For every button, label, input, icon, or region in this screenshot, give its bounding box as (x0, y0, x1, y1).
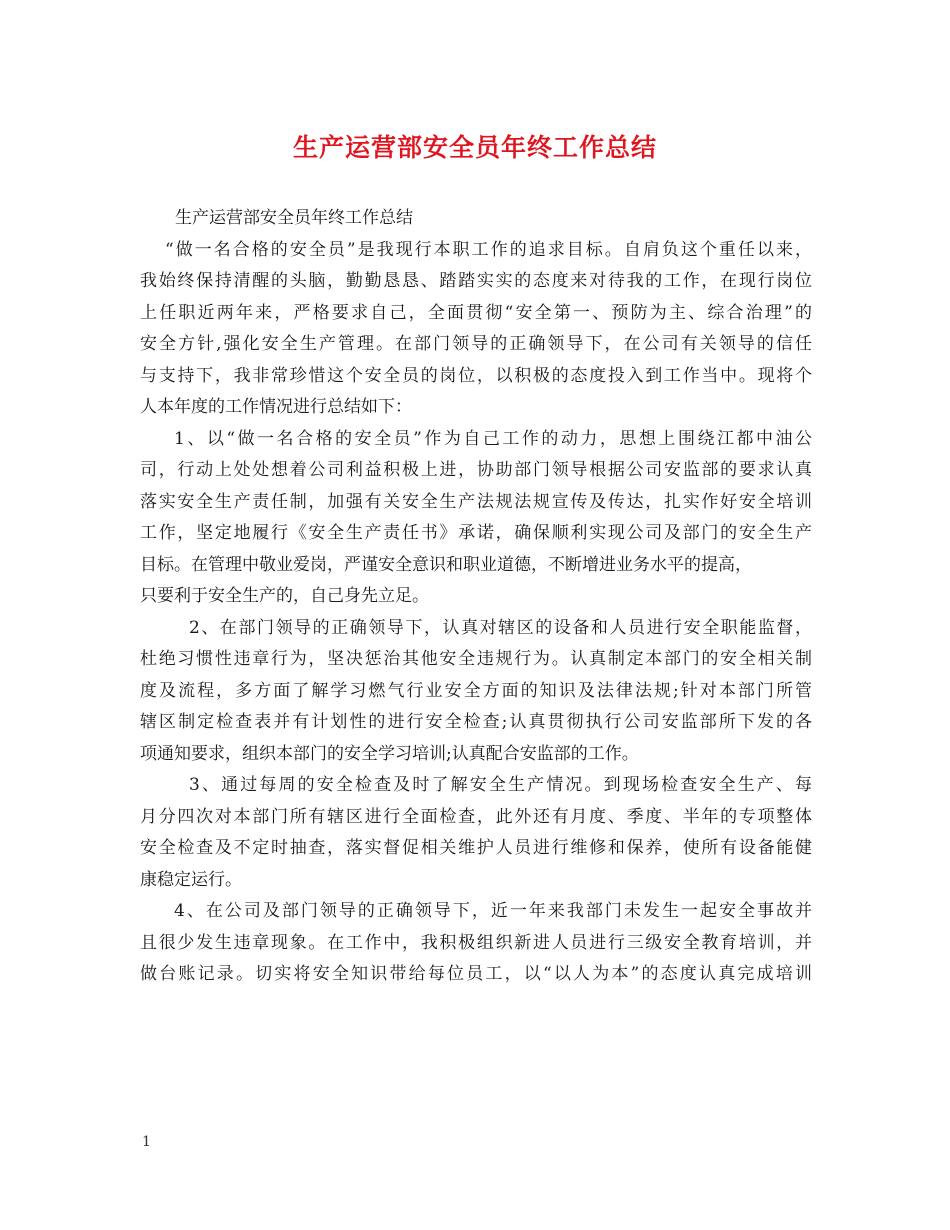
body-line: 只要利于安全生产的，自己身先立足。 (140, 586, 429, 606)
body-line: 安全检查及不定时抽查，落实督促相关维护人员进行维修和保养，使所有设备能健 (140, 838, 812, 858)
body-line: 度及流程，多方面了解学习燃气行业安全方面的知识及法律法规;针对本部门所管 (140, 680, 812, 701)
body-line: 与支持下，我非常珍惜这个安全员的岗位，以积极的态度投入到工作当中。现将个 (140, 365, 812, 386)
body-line: 目标。在管理中敬业爱岗，严谨安全意识和职业道德，不断增进业务水平的提高， (140, 554, 752, 575)
body-line: 4、在公司及部门领导的正确领导下，近一年来我部门未发生一起安全事故并 (174, 901, 812, 921)
body-line: 生产运营部安全员年终工作总结 (175, 208, 413, 228)
body-line: 1、以“做一名合格的安全员”作为自己工作的动力，思想上围绕江都中油公 (174, 428, 812, 449)
body-line: 且很少发生违章现象。在工作中，我积极组织新进人员进行三级安全教育培训，并 (140, 932, 812, 953)
body-line: 杜绝习惯性违章行为，坚决惩治其他安全违规行为。认真制定本部门的安全相关制 (140, 649, 812, 669)
document-body (140, 203, 812, 991)
body-line: 3、通过每周的安全检查及时了解安全生产情况。到现场检查安全生产、每 (189, 775, 812, 795)
body-line: 我始终保持清醒的头脑，勤勤恳恳、踏踏实实的态度来对待我的工作，在现行岗位 (140, 271, 812, 291)
body-line: 落实安全生产责任制，加强有关安全生产法规法规宣传及传达，扎实作好安全培训 (140, 491, 812, 512)
body-line: 做台账记录。切实将安全知识带给每位员工，以“以人为本”的态度认真完成培训 (140, 964, 812, 984)
body-line: 工作，坚定地履行《安全生产责任书》承诺，确保顺利实现公司及部门的安全生产 (140, 523, 812, 543)
page-number: 1 (142, 1134, 151, 1150)
document-title: 生产运营部安全员年终工作总结 (292, 133, 657, 162)
body-line: 司，行动上处处想着公司利益积极上进，协助部门领导根据公司安监部的要求认真 (140, 460, 812, 480)
body-line: 辖区制定检查表并有计划性的进行安全检查;认真贯彻执行公司安监部所下发的各 (140, 712, 812, 732)
body-line: 人本年度的工作情况进行总结如下： (140, 397, 412, 417)
body-line: 2、在部门领导的正确领导下，认真对辖区的设备和人员进行安全职能监督， (189, 617, 812, 638)
body-line: 安全方针,强化安全生产管理。在部门领导的正确领导下，在公司有关领导的信任 (140, 334, 812, 354)
body-line: 康稳定运行。 (140, 869, 242, 890)
body-line: 月分四次对本部门所有辖区进行全面检查，此外还有月度、季度、半年的专项整体 (140, 806, 812, 827)
body-line: 项通知要求，组织本部门的安全学习培训;认真配合安监部的工作。 (140, 743, 639, 764)
body-line: “做一名合格的安全员”是我现行本职工作的追求目标。自肩负这个重任以来， (165, 239, 812, 260)
body-line: 上任职近两年来，严格要求自己，全面贯彻“安全第一、预防为主、综合治理”的 (140, 302, 812, 323)
